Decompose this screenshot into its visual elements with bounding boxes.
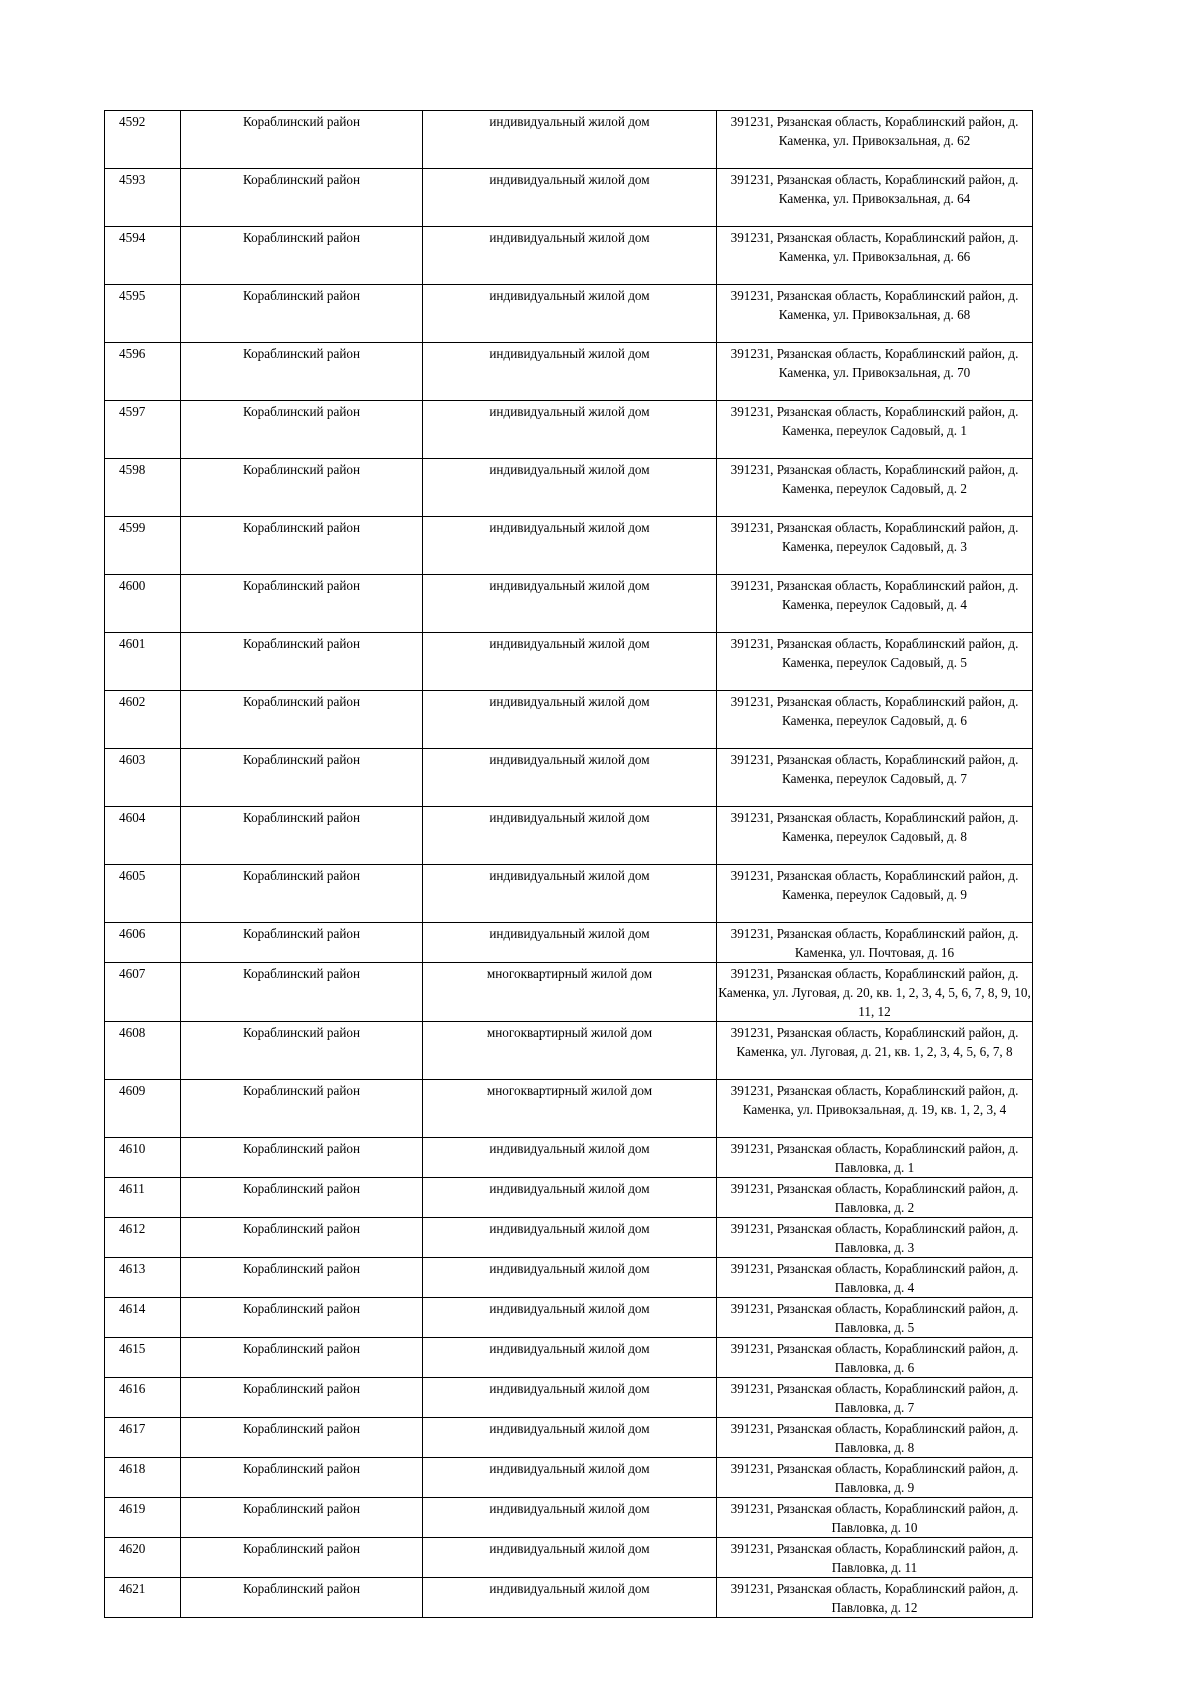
district-cell: Кораблинский район: [181, 1218, 423, 1258]
address-cell: 391231, Рязанская область, Кораблинский район, д. Павловка, д. 4: [717, 1258, 1033, 1298]
building-type-cell: индивидуальный жилой дом: [423, 923, 717, 963]
building-type-cell: индивидуальный жилой дом: [423, 1538, 717, 1578]
district-cell: Кораблинский район: [181, 285, 423, 343]
address-cell: 391231, Рязанская область, Кораблинский район, д. Каменка, ул. Луговая, д. 20, кв. 1, 2, 3, 4, 5, 6, 7, 8, 9, 10, 11, 12: [717, 963, 1033, 1022]
table-row: [105, 1498, 1033, 1538]
district-cell: Кораблинский район: [181, 691, 423, 749]
row-number: 4607: [105, 963, 181, 1022]
district-cell: Кораблинский район: [181, 633, 423, 691]
row-number: 4616: [105, 1378, 181, 1418]
district-cell: Кораблинский район: [181, 575, 423, 633]
row-number: 4619: [105, 1498, 181, 1538]
address-cell: 391231, Рязанская область, Кораблинский район, д. Каменка, переулок Садовый, д. 1: [717, 401, 1033, 459]
building-type-cell: индивидуальный жилой дом: [423, 517, 717, 575]
building-type-cell: многоквартирный жилой дом: [423, 1022, 717, 1080]
address-cell: 391231, Рязанская область, Кораблинский район, д. Павловка, д. 6: [717, 1338, 1033, 1378]
table-row: [105, 691, 1033, 749]
building-type-cell: индивидуальный жилой дом: [423, 633, 717, 691]
address-cell: 391231, Рязанская область, Кораблинский район, д. Каменка, ул. Привокзальная, д. 62: [717, 111, 1033, 169]
address-cell: 391231, Рязанская область, Кораблинский район, д. Каменка, переулок Садовый, д. 8: [717, 807, 1033, 865]
district-cell: Кораблинский район: [181, 401, 423, 459]
table-row: [105, 227, 1033, 285]
row-number: 4610: [105, 1138, 181, 1178]
address-cell: 391231, Рязанская область, Кораблинский район, д. Павловка, д. 2: [717, 1178, 1033, 1218]
address-cell: 391231, Рязанская область, Кораблинский район, д. Каменка, ул. Почтовая, д. 16: [717, 923, 1033, 963]
row-number: 4594: [105, 227, 181, 285]
address-cell: 391231, Рязанская область, Кораблинский район, д. Павловка, д. 9: [717, 1458, 1033, 1498]
building-type-cell: индивидуальный жилой дом: [423, 1218, 717, 1258]
table-row: [105, 749, 1033, 807]
building-type-cell: индивидуальный жилой дом: [423, 1458, 717, 1498]
building-type-cell: индивидуальный жилой дом: [423, 111, 717, 169]
district-cell: Кораблинский район: [181, 1022, 423, 1080]
registry-table: [104, 110, 1033, 1618]
table-row: [105, 401, 1033, 459]
row-number: 4608: [105, 1022, 181, 1080]
district-cell: Кораблинский район: [181, 343, 423, 401]
building-type-cell: индивидуальный жилой дом: [423, 1298, 717, 1338]
table-row: [105, 517, 1033, 575]
address-cell: 391231, Рязанская область, Кораблинский район, д. Каменка, ул. Привокзальная, д. 68: [717, 285, 1033, 343]
table-row: [105, 111, 1033, 169]
district-cell: Кораблинский район: [181, 807, 423, 865]
address-cell: 391231, Рязанская область, Кораблинский район, д. Павловка, д. 5: [717, 1298, 1033, 1338]
table-row: [105, 1538, 1033, 1578]
district-cell: Кораблинский район: [181, 1258, 423, 1298]
building-type-cell: индивидуальный жилой дом: [423, 1258, 717, 1298]
table-row: [105, 169, 1033, 227]
row-number: 4595: [105, 285, 181, 343]
building-type-cell: индивидуальный жилой дом: [423, 343, 717, 401]
district-cell: Кораблинский район: [181, 1338, 423, 1378]
district-cell: Кораблинский район: [181, 865, 423, 923]
address-cell: 391231, Рязанская область, Кораблинский район, д. Каменка, переулок Садовый, д. 6: [717, 691, 1033, 749]
row-number: 4621: [105, 1578, 181, 1618]
district-cell: Кораблинский район: [181, 517, 423, 575]
table-row: [105, 459, 1033, 517]
building-type-cell: индивидуальный жилой дом: [423, 807, 717, 865]
district-cell: Кораблинский район: [181, 749, 423, 807]
address-cell: 391231, Рязанская область, Кораблинский район, д. Каменка, переулок Садовый, д. 4: [717, 575, 1033, 633]
row-number: 4596: [105, 343, 181, 401]
building-type-cell: индивидуальный жилой дом: [423, 865, 717, 923]
table-row: [105, 1298, 1033, 1338]
building-type-cell: индивидуальный жилой дом: [423, 1178, 717, 1218]
district-cell: Кораблинский район: [181, 1298, 423, 1338]
row-number: 4593: [105, 169, 181, 227]
row-number: 4598: [105, 459, 181, 517]
row-number: 4620: [105, 1538, 181, 1578]
row-number: 4600: [105, 575, 181, 633]
row-number: 4601: [105, 633, 181, 691]
address-cell: 391231, Рязанская область, Кораблинский район, д. Каменка, переулок Садовый, д. 3: [717, 517, 1033, 575]
building-type-cell: многоквартирный жилой дом: [423, 1080, 717, 1138]
row-number: 4609: [105, 1080, 181, 1138]
building-type-cell: индивидуальный жилой дом: [423, 459, 717, 517]
address-cell: 391231, Рязанская область, Кораблинский район, д. Павловка, д. 8: [717, 1418, 1033, 1458]
table-row: [105, 923, 1033, 963]
building-type-cell: индивидуальный жилой дом: [423, 749, 717, 807]
address-cell: 391231, Рязанская область, Кораблинский район, д. Павловка, д. 11: [717, 1538, 1033, 1578]
row-number: 4597: [105, 401, 181, 459]
district-cell: Кораблинский район: [181, 227, 423, 285]
table-row: [105, 1178, 1033, 1218]
table-row: [105, 1418, 1033, 1458]
row-number: 4606: [105, 923, 181, 963]
district-cell: Кораблинский район: [181, 1578, 423, 1618]
building-type-cell: многоквартирный жилой дом: [423, 963, 717, 1022]
table-row: [105, 1022, 1033, 1080]
address-cell: 391231, Рязанская область, Кораблинский район, д. Павловка, д. 3: [717, 1218, 1033, 1258]
address-cell: 391231, Рязанская область, Кораблинский район, д. Каменка, переулок Садовый, д. 5: [717, 633, 1033, 691]
district-cell: Кораблинский район: [181, 1538, 423, 1578]
building-type-cell: индивидуальный жилой дом: [423, 1578, 717, 1618]
district-cell: Кораблинский район: [181, 459, 423, 517]
building-type-cell: индивидуальный жилой дом: [423, 575, 717, 633]
row-number: 4603: [105, 749, 181, 807]
address-cell: 391231, Рязанская область, Кораблинский район, д. Павловка, д. 1: [717, 1138, 1033, 1178]
district-cell: Кораблинский район: [181, 169, 423, 227]
district-cell: Кораблинский район: [181, 1378, 423, 1418]
building-type-cell: индивидуальный жилой дом: [423, 1338, 717, 1378]
table-row: [105, 865, 1033, 923]
district-cell: Кораблинский район: [181, 1498, 423, 1538]
row-number: 4611: [105, 1178, 181, 1218]
address-cell: 391231, Рязанская область, Кораблинский район, д. Каменка, ул. Привокзальная, д. 19, кв. 1, 2, 3, 4: [717, 1080, 1033, 1138]
table-row: [105, 575, 1033, 633]
address-cell: 391231, Рязанская область, Кораблинский район, д. Павловка, д. 12: [717, 1578, 1033, 1618]
table-row: [105, 1080, 1033, 1138]
row-number: 4613: [105, 1258, 181, 1298]
building-type-cell: индивидуальный жилой дом: [423, 285, 717, 343]
table-row: [105, 963, 1033, 1022]
address-cell: 391231, Рязанская область, Кораблинский район, д. Каменка, ул. Луговая, д. 21, кв. 1, 2, 3, 4, 5, 6, 7, 8: [717, 1022, 1033, 1080]
building-type-cell: индивидуальный жилой дом: [423, 1378, 717, 1418]
district-cell: Кораблинский район: [181, 1418, 423, 1458]
address-cell: 391231, Рязанская область, Кораблинский район, д. Каменка, переулок Садовый, д. 7: [717, 749, 1033, 807]
building-type-cell: индивидуальный жилой дом: [423, 1498, 717, 1538]
building-type-cell: индивидуальный жилой дом: [423, 169, 717, 227]
row-number: 4614: [105, 1298, 181, 1338]
row-number: 4602: [105, 691, 181, 749]
district-cell: Кораблинский район: [181, 963, 423, 1022]
table-row: [105, 807, 1033, 865]
row-number: 4617: [105, 1418, 181, 1458]
building-type-cell: индивидуальный жилой дом: [423, 227, 717, 285]
address-cell: 391231, Рязанская область, Кораблинский район, д. Каменка, переулок Садовый, д. 2: [717, 459, 1033, 517]
district-cell: Кораблинский район: [181, 923, 423, 963]
table-row: [105, 1338, 1033, 1378]
row-number: 4618: [105, 1458, 181, 1498]
address-cell: 391231, Рязанская область, Кораблинский район, д. Павловка, д. 10: [717, 1498, 1033, 1538]
table-row: [105, 633, 1033, 691]
district-cell: Кораблинский район: [181, 1458, 423, 1498]
row-number: 4612: [105, 1218, 181, 1258]
district-cell: Кораблинский район: [181, 1080, 423, 1138]
row-number: 4599: [105, 517, 181, 575]
table-row: [105, 1458, 1033, 1498]
address-cell: 391231, Рязанская область, Кораблинский район, д. Каменка, ул. Привокзальная, д. 64: [717, 169, 1033, 227]
table-row: [105, 1138, 1033, 1178]
row-number: 4605: [105, 865, 181, 923]
district-cell: Кораблинский район: [181, 1178, 423, 1218]
building-type-cell: индивидуальный жилой дом: [423, 691, 717, 749]
address-cell: 391231, Рязанская область, Кораблинский район, д. Каменка, ул. Привокзальная, д. 70: [717, 343, 1033, 401]
table-row: [105, 1258, 1033, 1298]
building-type-cell: индивидуальный жилой дом: [423, 401, 717, 459]
address-cell: 391231, Рязанская область, Кораблинский район, д. Каменка, переулок Садовый, д. 9: [717, 865, 1033, 923]
table-row: [105, 1378, 1033, 1418]
row-number: 4592: [105, 111, 181, 169]
table-row: [105, 1578, 1033, 1618]
table-row: [105, 1218, 1033, 1258]
address-cell: 391231, Рязанская область, Кораблинский район, д. Павловка, д. 7: [717, 1378, 1033, 1418]
table-row: [105, 343, 1033, 401]
district-cell: Кораблинский район: [181, 1138, 423, 1178]
row-number: 4604: [105, 807, 181, 865]
district-cell: Кораблинский район: [181, 111, 423, 169]
table-row: [105, 285, 1033, 343]
row-number: 4615: [105, 1338, 181, 1378]
building-type-cell: индивидуальный жилой дом: [423, 1418, 717, 1458]
address-cell: 391231, Рязанская область, Кораблинский район, д. Каменка, ул. Привокзальная, д. 66: [717, 227, 1033, 285]
building-type-cell: индивидуальный жилой дом: [423, 1138, 717, 1178]
